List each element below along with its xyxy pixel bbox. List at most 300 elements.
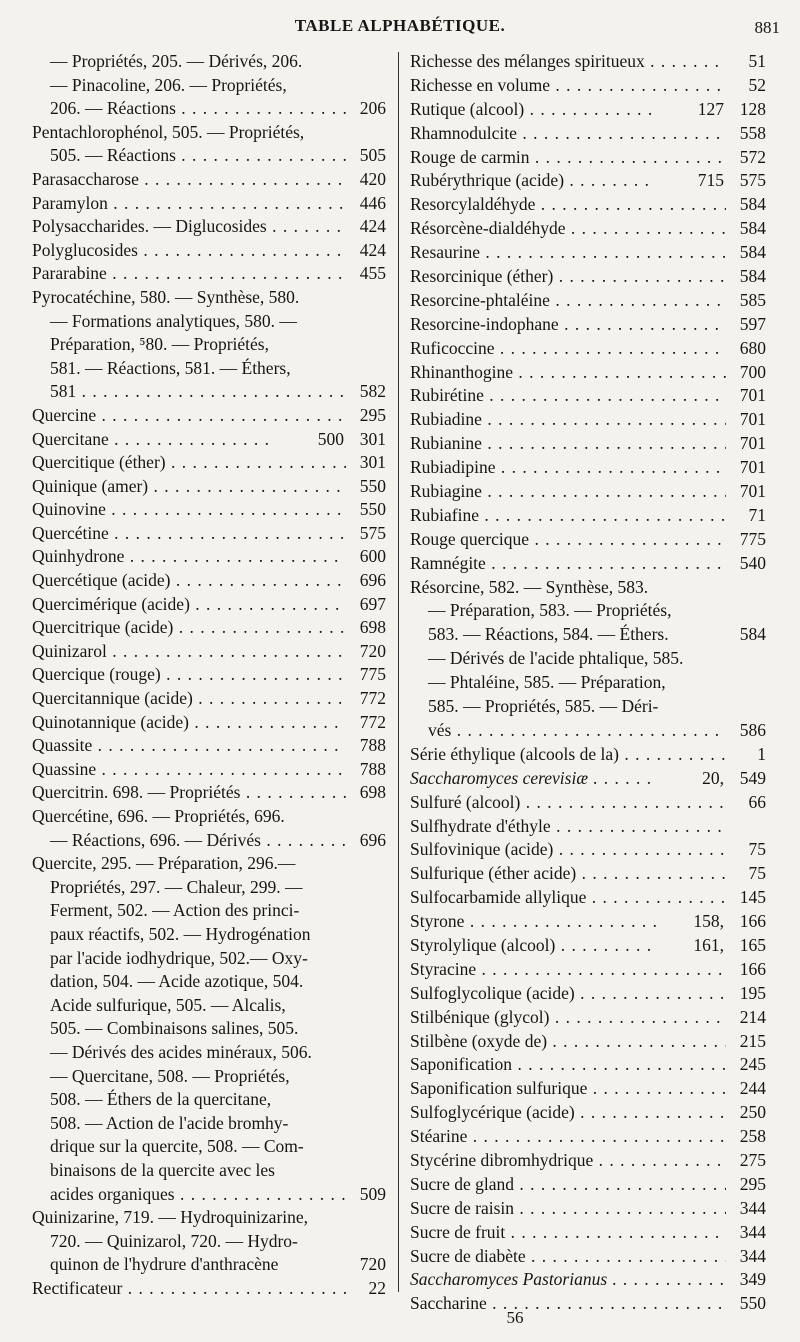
entry-label: Sulfhydrate d'éthyle . . .	[410, 815, 726, 839]
entry-page-number: 214	[739, 1006, 766, 1027]
index-entry	[32, 994, 386, 1018]
entry-label: Quinotannique (acide) . . .	[32, 711, 346, 735]
entry-label: Quercitique (éther) . . .	[32, 451, 346, 475]
entry-label: 206. — Réactions . . .	[32, 97, 346, 121]
entry-label: Rubiagine . . .	[410, 480, 726, 504]
entry-label: Sulfuré (alcool) . . .	[410, 791, 726, 815]
entry-label: — Dérivés de l'acide phtalique, 585.	[428, 648, 684, 669]
entry-label: 720. — Quinizarol, 720. — Hydro-	[50, 1230, 298, 1251]
entry-label: Sucre de diabète . . .	[410, 1245, 726, 1269]
page-title: TABLE ALPHABÉTIQUE.	[294, 16, 506, 35]
signature-number: 56	[506, 1308, 524, 1327]
entry-page-number: 195	[739, 982, 766, 1003]
index-entry	[410, 408, 766, 432]
entry-page-number: 1	[757, 743, 766, 764]
index-entry	[410, 791, 766, 815]
index-entry	[32, 310, 386, 334]
entry-label: Pyrocatéchine, 580. — Synthèse, 580.	[32, 286, 300, 307]
index-entry	[410, 671, 766, 695]
entry-page-number: 250	[739, 1102, 766, 1123]
index-entry	[410, 432, 766, 456]
entry-label: Ruficoccine . . .	[410, 337, 726, 361]
entry-label: — Formations analytiques, 580. —	[50, 310, 297, 331]
entry-label: Rouge quercique . . .	[410, 528, 726, 552]
entry-page-number: 584	[739, 218, 766, 239]
index-entry	[32, 262, 386, 286]
right-index-column	[410, 50, 766, 1316]
index-entry	[410, 862, 766, 886]
index-entry	[410, 815, 766, 839]
index-entry	[32, 144, 386, 168]
index-entry	[410, 886, 766, 910]
entry-label: Rectificateur . . .	[32, 1277, 346, 1301]
entry-label: paux réactifs, 502. — Hydrogénation	[50, 923, 311, 944]
entry-page-number: 52	[748, 74, 766, 95]
index-entry	[32, 569, 386, 593]
entry-label: Saccharine . . .	[410, 1292, 726, 1316]
entry-label: Stilbénique (glycol) . . .	[410, 1006, 726, 1030]
left-index-column	[32, 50, 386, 1300]
index-entry	[410, 504, 766, 528]
index-entry	[32, 1230, 386, 1254]
index-entry	[410, 528, 766, 552]
entry-secondary-page: 161,	[693, 934, 724, 955]
index-entry	[410, 910, 766, 934]
entry-label: Rubirétine . . .	[410, 384, 726, 408]
entry-label: Sulfoglycérique (acide) . . .	[410, 1101, 726, 1125]
entry-label: 508. — Éthers de la quercitane,	[50, 1089, 272, 1110]
entry-label: Quercite, 295. — Préparation, 296.—	[32, 853, 296, 874]
index-entry	[32, 876, 386, 900]
index-entry	[410, 146, 766, 170]
index-entry	[32, 333, 386, 357]
index-entry	[32, 663, 386, 687]
index-entry	[32, 758, 386, 782]
index-entry	[32, 404, 386, 428]
index-entry	[410, 361, 766, 385]
entry-label: 585. — Propriétés, 585. — Déri-	[428, 696, 659, 717]
entry-label: Resorcine-indophane . . .	[410, 313, 726, 337]
entry-page-number: 700	[739, 361, 766, 382]
entry-page-number: 245	[739, 1054, 766, 1075]
entry-page-number: 505	[359, 145, 386, 166]
index-entry	[410, 1125, 766, 1149]
entry-label: Paramylon . . .	[32, 192, 346, 216]
entry-label: Quinique (amer) . . .	[32, 475, 346, 499]
index-entry	[410, 982, 766, 1006]
entry-secondary-page: 127	[697, 98, 724, 119]
entry-label: Quassite . . .	[32, 734, 346, 758]
index-entry	[32, 451, 386, 475]
entry-label: 581 . . .	[32, 380, 346, 404]
index-entry	[32, 711, 386, 735]
entry-label: Rubianine . . .	[410, 432, 726, 456]
entry-secondary-page: 20,	[702, 767, 724, 788]
index-entry	[410, 1077, 766, 1101]
entry-label: Rouge de carmin . . .	[410, 146, 726, 170]
entry-label: 508. — Action de l'acide bromhy-	[50, 1112, 289, 1133]
signature-mark	[0, 1308, 800, 1328]
index-entry	[410, 313, 766, 337]
entry-page-number: 509	[359, 1183, 386, 1204]
entry-page-number: 550	[739, 1293, 766, 1314]
entry-label: Saccharomyces cerevisiæ . . .	[410, 767, 656, 791]
index-entry	[32, 215, 386, 239]
entry-page-number: 301	[359, 452, 386, 473]
index-entry	[410, 1221, 766, 1245]
entry-label: Richesse des mélanges spiritueux . . .	[410, 50, 726, 74]
entry-label: 583. — Réactions, 584. — Éthers.	[428, 624, 669, 645]
index-entry	[410, 1149, 766, 1173]
entry-page-number: 540	[739, 552, 766, 573]
index-entry	[410, 599, 766, 623]
entry-page-number: 697	[359, 593, 386, 614]
running-head	[0, 14, 800, 40]
entry-page-number: 696	[359, 829, 386, 850]
index-entry	[410, 337, 766, 361]
entry-page-number: 51	[748, 51, 766, 71]
entry-page-number: 349	[739, 1269, 766, 1290]
index-entry	[32, 1135, 386, 1159]
index-entry	[410, 1245, 766, 1269]
entry-label: Propriétés, 297. — Chaleur, 299. —	[50, 876, 303, 897]
index-entry	[32, 1253, 386, 1277]
index-entry	[32, 970, 386, 994]
index-entry	[410, 767, 766, 791]
entry-page-number: 788	[359, 735, 386, 756]
entry-page-number: 446	[359, 192, 386, 213]
index-entry	[32, 1206, 386, 1230]
index-entry	[410, 647, 766, 671]
entry-page-number: 75	[748, 839, 766, 860]
index-entry	[410, 1268, 766, 1292]
entry-label: Stycérine dibromhydrique . . .	[410, 1149, 726, 1173]
entry-label: Saccharomyces Pastorianus . . .	[410, 1268, 726, 1292]
index-entry	[410, 1053, 766, 1077]
entry-label: 581. — Réactions, 581. — Éthers,	[50, 357, 291, 378]
entry-label: Styracine . . .	[410, 958, 726, 982]
index-entry	[32, 593, 386, 617]
index-entry	[32, 923, 386, 947]
index-entry	[410, 958, 766, 982]
entry-label: Quercique (rouge) . . .	[32, 663, 346, 687]
entry-page-number: 165	[739, 934, 766, 955]
index-entry	[32, 1065, 386, 1089]
entry-label: dation, 504. — Acide azotique, 504.	[50, 971, 304, 992]
index-entry	[410, 1030, 766, 1054]
entry-label: Quinizarol . . .	[32, 640, 346, 664]
index-entry	[410, 480, 766, 504]
entry-label: 505. — Réactions . . .	[32, 144, 346, 168]
entry-label: Quercitannique (acide) . . .	[32, 687, 346, 711]
entry-label: Sulfoglycolique (acide) . . .	[410, 982, 726, 1006]
entry-label: Parasaccharose . . .	[32, 168, 346, 192]
index-entry	[410, 289, 766, 313]
index-entry	[32, 1041, 386, 1065]
index-entry	[32, 121, 386, 145]
entry-label: Pentachlorophénol, 505. — Propriétés,	[32, 121, 305, 142]
entry-label: — Réactions, 696. — Dérivés . . .	[32, 829, 346, 853]
entry-label: Résorcène-dialdéhyde . . .	[410, 217, 726, 241]
entry-label: Rhinanthogine . . .	[410, 361, 726, 385]
entry-label: Ferment, 502. — Action des princi-	[50, 900, 300, 921]
entry-label: 505. — Combinaisons salines, 505.	[50, 1018, 299, 1039]
index-entry	[32, 286, 386, 310]
index-entry	[32, 239, 386, 263]
entry-page-number: 275	[739, 1149, 766, 1170]
page-number: 881	[754, 18, 780, 37]
entry-label: Richesse en volume . . .	[410, 74, 726, 98]
entry-page-number: 344	[739, 1197, 766, 1218]
index-entry	[410, 98, 766, 122]
index-entry	[410, 74, 766, 98]
entry-label: Quercimérique (acide) . . .	[32, 593, 346, 617]
entry-label: Styrolylique (alcool) . . .	[410, 934, 656, 958]
entry-page-number: 71	[748, 504, 766, 525]
index-entry	[32, 357, 386, 381]
entry-page-number: 424	[359, 216, 386, 237]
entry-page-number: 584	[739, 194, 766, 215]
index-entry	[410, 743, 766, 767]
entry-page-number: 550	[359, 499, 386, 520]
index-entry	[410, 934, 766, 958]
entry-label: quinon de l'hydrure d'anthracène	[50, 1254, 279, 1275]
entry-label: Sulfurique (éther acide) . . .	[410, 862, 726, 886]
entry-label: — Pinacoline, 206. — Propriétés,	[50, 74, 287, 95]
entry-label: Resorcinique (éther) . . .	[410, 265, 726, 289]
entry-page-number: 586	[739, 719, 766, 740]
entry-label: vés . . .	[410, 719, 726, 743]
entry-page-number: 572	[739, 146, 766, 167]
entry-page-number: 584	[739, 242, 766, 263]
entry-label: Quercétine . . .	[32, 522, 346, 546]
entry-secondary-page: 715	[697, 170, 724, 191]
entry-page-number: 772	[359, 688, 386, 709]
index-entry	[32, 899, 386, 923]
entry-page-number: 166	[739, 958, 766, 979]
index-entry	[32, 616, 386, 640]
entry-page-number: 128	[739, 98, 766, 119]
index-entry	[32, 1183, 386, 1207]
entry-page-number: 775	[739, 528, 766, 549]
entry-label: Saponification . . .	[410, 1053, 726, 1077]
entry-label: Rutique (alcool) . . .	[410, 98, 656, 122]
index-entry	[32, 498, 386, 522]
entry-label: Acide sulfurique, 505. — Alcalis,	[50, 994, 286, 1015]
entry-page-number: 788	[359, 758, 386, 779]
entry-page-number: 66	[748, 791, 766, 812]
entry-page-number: 582	[359, 381, 386, 402]
entry-page-number: 166	[739, 911, 766, 932]
entry-page-number: 344	[739, 1245, 766, 1266]
index-entry	[410, 1101, 766, 1125]
entry-page-number: 295	[359, 404, 386, 425]
index-entry	[32, 475, 386, 499]
entry-label: acides organiques . . .	[32, 1183, 346, 1207]
entry-page-number: 549	[739, 767, 766, 788]
entry-page-number: 584	[739, 266, 766, 287]
index-entry	[410, 576, 766, 600]
entry-label: Pararabine . . .	[32, 262, 346, 286]
index-entry	[32, 522, 386, 546]
entry-page-number: 701	[739, 457, 766, 478]
entry-label: Ramnégite . . .	[410, 552, 726, 576]
entry-page-number: 75	[748, 863, 766, 884]
index-entry	[32, 687, 386, 711]
entry-label: Resorcylaldéhyde . . .	[410, 193, 726, 217]
entry-label: — Propriétés, 205. — Dérivés, 206.	[50, 51, 303, 71]
entry-page-number: 575	[359, 522, 386, 543]
index-entry	[410, 122, 766, 146]
index-entry	[410, 193, 766, 217]
entry-page-number: 584	[739, 624, 766, 645]
index-entry	[410, 1173, 766, 1197]
entry-label: Styrone . . .	[410, 910, 656, 934]
index-entry	[410, 384, 766, 408]
index-entry	[32, 781, 386, 805]
entry-page-number: 420	[359, 168, 386, 189]
index-entry	[32, 1088, 386, 1112]
entry-label: Quassine . . .	[32, 758, 346, 782]
entry-page-number: 585	[739, 289, 766, 310]
entry-page-number: 772	[359, 711, 386, 732]
entry-label: — Quercitane, 508. — Propriétés,	[50, 1065, 290, 1086]
index-entry	[32, 852, 386, 876]
entry-label: Préparation, ⁵80. — Propriétés,	[50, 334, 269, 355]
entry-page-number: 680	[739, 337, 766, 358]
entry-page-number: 550	[359, 475, 386, 496]
index-entry	[410, 838, 766, 862]
index-entry	[32, 947, 386, 971]
column-divider	[398, 52, 399, 1292]
entry-label: Stéarine . . .	[410, 1125, 726, 1149]
entry-label: Quercitane . . .	[32, 428, 276, 452]
index-entry	[410, 50, 766, 74]
entry-label: Série éthylique (alcools de la) . . .	[410, 743, 726, 767]
entry-page-number: 698	[359, 782, 386, 803]
index-entry	[32, 74, 386, 98]
entry-label: binaisons de la quercite avec les	[50, 1159, 275, 1180]
entry-label: Quercitrin. 698. — Propriétés . . .	[32, 781, 346, 805]
entry-page-number: 597	[739, 313, 766, 334]
index-entry	[410, 169, 766, 193]
index-entry	[32, 50, 386, 74]
entry-page-number: 215	[739, 1030, 766, 1051]
entry-label: Sucre de raisin . . .	[410, 1197, 726, 1221]
entry-label: Quercine . . .	[32, 404, 346, 428]
entry-label: Sucre de fruit . . .	[410, 1221, 726, 1245]
index-entry	[32, 640, 386, 664]
index-entry	[32, 829, 386, 853]
entry-label: Rubiafine . . .	[410, 504, 726, 528]
entry-page-number: 206	[359, 98, 386, 119]
entry-label: Résorcine, 582. — Synthèse, 583.	[410, 576, 649, 597]
index-entry	[32, 805, 386, 829]
entry-label: Resorcine-phtaléine . . .	[410, 289, 726, 313]
entry-label: drique sur la quercite, 508. — Com-	[50, 1136, 304, 1157]
index-entry	[32, 168, 386, 192]
entry-label: — Dérivés des acides minéraux, 506.	[50, 1041, 312, 1062]
entry-label: Quercitrique (acide) . . .	[32, 616, 346, 640]
index-entry	[410, 623, 766, 647]
index-entry	[410, 552, 766, 576]
index-entry	[410, 695, 766, 719]
entry-label: Sulfocarbamide allylique . . .	[410, 886, 726, 910]
index-entry	[32, 428, 386, 452]
entry-label: Resaurine . . .	[410, 241, 726, 265]
index-entry	[32, 545, 386, 569]
entry-label: Stilbène (oxyde de) . . .	[410, 1030, 726, 1054]
entry-page-number: 575	[739, 170, 766, 191]
entry-label: Quinizarine, 719. — Hydroquinizarine,	[32, 1207, 309, 1228]
entry-label: — Phtaléine, 585. — Préparation,	[428, 672, 666, 693]
entry-label: Quinovine . . .	[32, 498, 346, 522]
index-entry	[410, 1197, 766, 1221]
entry-label: Rubérythrique (acide) . . .	[410, 169, 656, 193]
index-entry	[410, 1006, 766, 1030]
entry-page-number: 720	[359, 640, 386, 661]
entry-label: Rubiadipine . . .	[410, 456, 726, 480]
entry-label: Quinhydrone . . .	[32, 545, 346, 569]
index-entry	[32, 1159, 386, 1183]
entry-page-number: 698	[359, 617, 386, 638]
entry-page-number: 295	[739, 1173, 766, 1194]
index-entry	[32, 1112, 386, 1136]
entry-label: par l'acide iodhydrique, 502.— Oxy-	[50, 947, 308, 968]
index-entry	[32, 1277, 386, 1301]
index-entry	[410, 456, 766, 480]
entry-page-number: 344	[739, 1221, 766, 1242]
entry-label: Saponification sulfurique . . .	[410, 1077, 726, 1101]
index-entry	[410, 265, 766, 289]
entry-page-number: 424	[359, 239, 386, 260]
index-entry	[410, 719, 766, 743]
entry-page-number: 775	[359, 664, 386, 685]
index-entry	[32, 734, 386, 758]
entry-secondary-page: 158,	[693, 911, 724, 932]
entry-page-number: 301	[359, 428, 386, 449]
index-entry	[410, 241, 766, 265]
entry-page-number: 720	[359, 1254, 386, 1275]
index-entry	[32, 380, 386, 404]
entry-page-number: 701	[739, 385, 766, 406]
entry-secondary-page: 500	[317, 428, 344, 449]
entry-page-number: 701	[739, 409, 766, 430]
entry-label: Polysaccharides. — Diglucosides . . .	[32, 215, 346, 239]
entry-page-number: 558	[739, 122, 766, 143]
entry-label: Polyglucosides . . .	[32, 239, 346, 263]
entry-page-number: 696	[359, 570, 386, 591]
entry-page-number: 244	[739, 1078, 766, 1099]
entry-label: Rhamnodulcite . . .	[410, 122, 726, 146]
index-entry	[32, 1017, 386, 1041]
entry-page-number: 258	[739, 1126, 766, 1147]
entry-label: Sucre de gland . . .	[410, 1173, 726, 1197]
index-entry	[32, 192, 386, 216]
entry-label: Quercétine, 696. — Propriétés, 696.	[32, 806, 285, 826]
index-entry	[410, 217, 766, 241]
entry-page-number: 22	[368, 1277, 386, 1298]
entry-label: Sulfovinique (acide) . . .	[410, 838, 726, 862]
entry-page-number: 701	[739, 433, 766, 454]
entry-page-number: 600	[359, 546, 386, 567]
entry-label: — Préparation, 583. — Propriétés,	[428, 600, 672, 621]
entry-page-number: 145	[739, 887, 766, 908]
entry-page-number: 701	[739, 481, 766, 502]
entry-label: Rubiadine . . .	[410, 408, 726, 432]
entry-page-number: 455	[359, 263, 386, 284]
entry-label: Quercétique (acide) . . .	[32, 569, 346, 593]
